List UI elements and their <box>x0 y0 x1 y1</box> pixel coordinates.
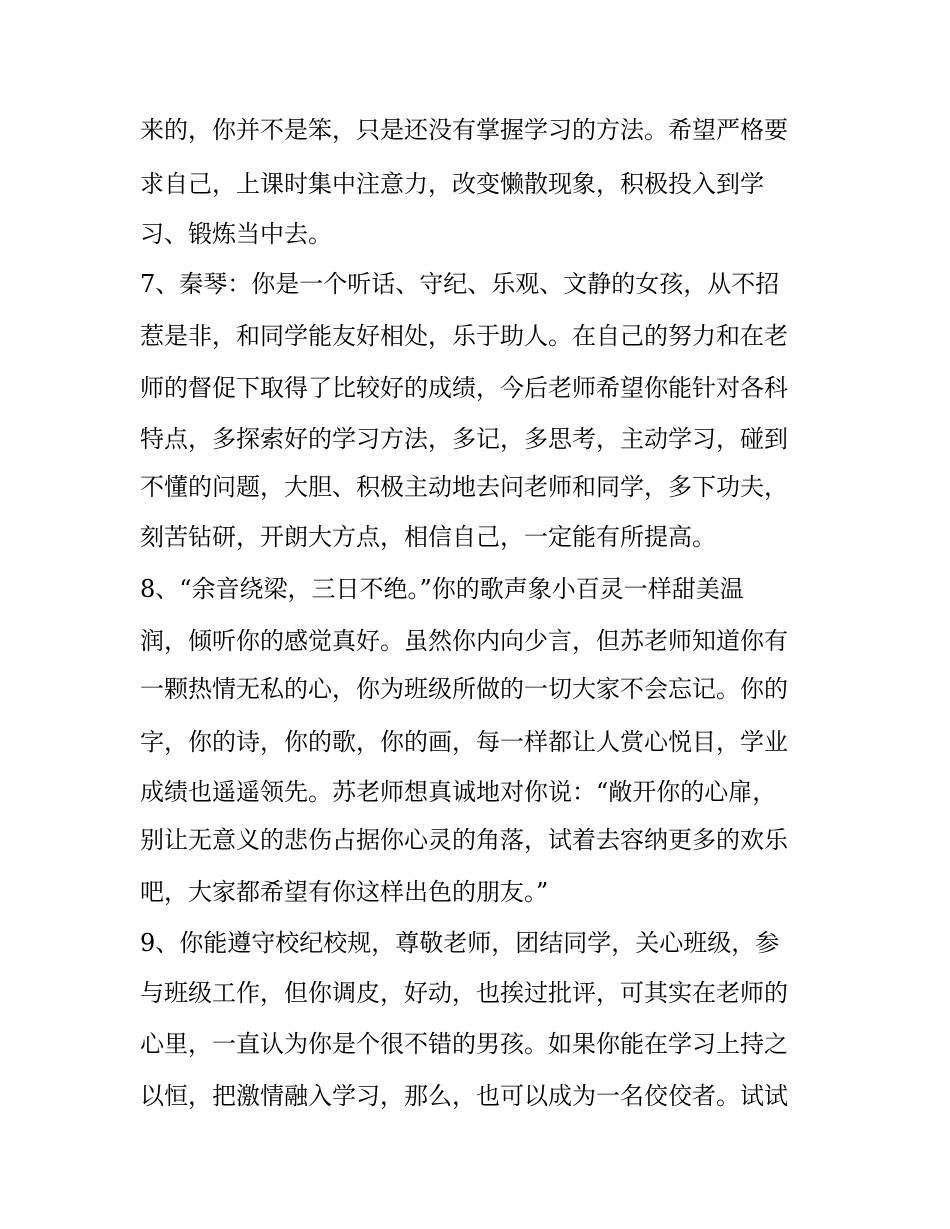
text-line: 别让无意义的悲伤占据你心灵的角落，试着去容纳更多的欢乐 <box>140 826 788 854</box>
text-line: 润，倾听你的感觉真好。虽然你内向少言，但苏老师知道你有 <box>140 627 788 655</box>
text-line: 9、你能遵守校纪校规，尊敬老师，团结同学，关心班级，参 <box>140 929 780 957</box>
text-line: 与班级工作，但你调皮，好动，也挨过批评，可其实在老师的 <box>140 979 788 1007</box>
text-line: 8、“余音绕梁，三日不绝。”你的歌声象小百灵一样甜美温 <box>140 575 744 603</box>
text-line: 来的，你并不是笨，只是还没有掌握学习的方法。希望严格要 <box>140 116 788 144</box>
text-line: 习、锻炼当中去。 <box>140 220 332 248</box>
text-line: 惹是非，和同学能友好相处，乐于助人。在自己的努力和在老 <box>140 322 788 350</box>
text-line: 特点，多探索好的学习方法，多记，多思考，主动学习，碰到 <box>140 425 788 453</box>
text-line: 求自己，上课时集中注意力，改变懒散现象，积极投入到学 <box>140 170 764 198</box>
text-line: 成绩也遥遥领先。苏老师想真诚地对你说：“敞开你的心扉， <box>140 778 777 806</box>
text-line: 吧，大家都希望有你这样出色的朋友。” <box>140 878 549 906</box>
text-line: 7、秦琴：你是一个听话、守纪、乐观、文静的女孩，从不招 <box>140 270 780 298</box>
text-line: 心里，一直认为你是个很不错的男孩。如果你能在学习上持之 <box>140 1030 788 1058</box>
text-line: 以恒，把激情融入学习，那么，也可以成为一名佼佼者。试试 <box>140 1082 788 1110</box>
text-line: 不懂的问题，大胆、积极主动地去问老师和同学，多下功夫， <box>140 473 788 501</box>
text-line: 字，你的诗，你的歌，你的画，每一样都让人赏心悦目，学业 <box>140 728 788 756</box>
text-line: 刻苦钻研，开朗大方点，相信自己，一定能有所提高。 <box>140 523 716 551</box>
text-line: 师的督促下取得了比较好的成绩，今后老师希望你能针对各科 <box>140 374 788 402</box>
text-line: 一颗热情无私的心，你为班级所做的一切大家不会忘记。你的 <box>140 675 788 703</box>
